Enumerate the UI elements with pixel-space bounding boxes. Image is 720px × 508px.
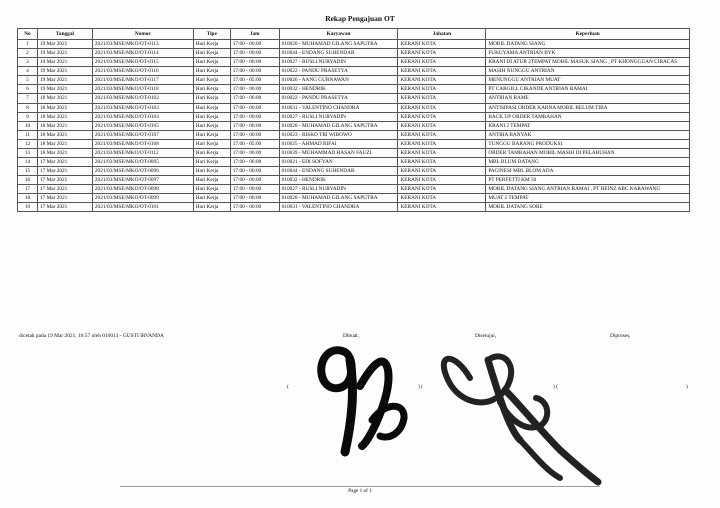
cell-karyawan: 010021 - EDI SOFYAN	[279, 158, 398, 167]
cell-karyawan: 010031 - VALENTINO CHANDRA	[279, 103, 398, 112]
cell-tanggal: 17 Mar 2021	[37, 176, 92, 185]
cell-no: 7	[18, 94, 38, 103]
ot-table	[17, 28, 690, 212]
cell-tanggal: 18 Mar 2021	[37, 94, 92, 103]
cell-no: 4	[18, 67, 38, 76]
cell-karyawan: 010022 - PANDU PRASETYA	[279, 94, 398, 103]
cell-jam: 17:00 - 06:00	[230, 167, 279, 176]
cell-jabatan: KERANI KOTA	[398, 148, 486, 157]
table-row	[18, 158, 690, 167]
cell-keperluan: KRANI DI ATUR 2TEMPAT MOBIL MASUK SIANG , PT KHONGGUAN CIRACAS	[486, 58, 690, 67]
table-row	[18, 94, 690, 103]
table-row	[18, 85, 690, 94]
cell-jabatan: KERANI KOTA	[398, 76, 486, 85]
cell-jam: 17:00 - 06:00	[230, 40, 279, 49]
cell-tipe: Hari Kerja	[193, 194, 230, 203]
cell-no: 13	[18, 148, 38, 157]
cell-nomor: 2021/03/MSE/MKO/OT-0114	[92, 49, 193, 58]
cell-keperluan: PT CARGILL CIKANDE ANTRIAN RAMAI	[486, 85, 690, 94]
cell-jabatan: KERANI KOTA	[398, 112, 486, 121]
cell-tanggal: 19 Mar 2021	[37, 58, 92, 67]
table-row	[18, 40, 690, 49]
cell-keperluan: ANTRIAN RAME	[486, 94, 690, 103]
cell-jabatan: KERANI KOTA	[398, 121, 486, 130]
cell-nomor: 2021/03/MSE/MKO/OT-0098	[92, 185, 193, 194]
signer-label-approved: Disetujui,	[475, 333, 497, 339]
cell-keperluan: FUKUYAMA ANTRIAN BYK	[486, 49, 690, 58]
cell-nomor: 2021/03/MSE/MKO/OT-0115	[92, 58, 193, 67]
cell-karyawan: 010031 - VALENTINO CHANDRA	[279, 203, 398, 212]
column-header: Tanggal	[37, 29, 92, 40]
cell-tanggal: 17 Mar 2021	[37, 158, 92, 167]
cell-no: 10	[18, 121, 38, 130]
cell-tanggal: 19 Mar 2021	[37, 67, 92, 76]
signer-label-made: Dibuat,	[343, 333, 360, 339]
cell-no: 12	[18, 139, 38, 148]
cell-jam: 17:00 - 06:00	[230, 67, 279, 76]
cell-jam: 17:00 - 05:00	[230, 76, 279, 85]
signature-right	[444, 356, 598, 482]
cell-tanggal: 19 Mar 2021	[37, 76, 92, 85]
cell-tipe: Hari Kerja	[193, 203, 230, 212]
cell-keperluan: MENUNGGU ANTRIAN MUAT	[486, 76, 690, 85]
cell-jam: 17:00 - 06:00	[230, 85, 279, 94]
cell-no: 2	[18, 49, 38, 58]
cell-jam: 17:00 - 06:00	[230, 148, 279, 157]
cell-no: 17	[18, 185, 38, 194]
cell-nomor: 2021/03/MSE/MKO/OT-0103	[92, 103, 193, 112]
cell-karyawan: 010027 - RUSLI NURYADIN	[279, 58, 398, 67]
cell-tanggal: 18 Mar 2021	[37, 121, 92, 130]
cell-nomor: 2021/03/MSE/MKO/OT-0101	[92, 203, 193, 212]
cell-tipe: Hari Kerja	[193, 94, 230, 103]
cell-jam: 17:00 - 06:00	[230, 158, 279, 167]
printed-note: dicetak pada 19 Mar 2021, 16:57 oleh 010013 - GUSTI IRVANDA	[19, 333, 164, 339]
cell-karyawan: 010039 - MUHAMMAD HASAN FAUZI	[279, 148, 398, 157]
cell-jam: 17:00 - 06:00	[230, 121, 279, 130]
cell-tanggal: 17 Mar 2021	[37, 167, 92, 176]
cell-keperluan: BACK UP ORDER TAMBAHAN	[486, 112, 690, 121]
cell-nomor: 2021/03/MSE/MKO/OT-0105	[92, 121, 193, 130]
cell-no: 16	[18, 176, 38, 185]
cell-tipe: Hari Kerja	[193, 139, 230, 148]
cell-tipe: Hari Kerja	[193, 158, 230, 167]
cell-tanggal: 19 Mar 2021	[37, 40, 92, 49]
column-header: Keperluan	[486, 29, 690, 40]
cell-jam: 17:00 - 06:00	[230, 49, 279, 58]
cell-tipe: Hari Kerja	[193, 76, 230, 85]
cell-karyawan: 010022 - PANDU PRASETYA	[279, 67, 398, 76]
cell-karyawan: 010020 - MUHAMAD GILANG SAPUTRA	[279, 40, 398, 49]
cell-jam: 17:00 - 06:00	[230, 176, 279, 185]
cell-keperluan: MOBIL DATANG SIANG	[486, 40, 690, 49]
cell-jam: 17:00 - 06:00	[230, 194, 279, 203]
table-row	[18, 49, 690, 58]
column-header: Tipe	[193, 29, 230, 40]
cell-tanggal: 18 Mar 2021	[37, 103, 92, 112]
cell-keperluan: TUNGGU BARANG PRODUKSI	[486, 139, 690, 148]
page-divider	[120, 486, 600, 487]
cell-no: 6	[18, 85, 38, 94]
cell-jam: 17:00 - 06:00	[230, 112, 279, 121]
cell-nomor: 2021/03/MSE/MKO/OT-0116	[92, 67, 193, 76]
cell-keperluan: MASIH NUNGGU ANTRIAN	[486, 67, 690, 76]
cell-keperluan: MOBIL DATANG SORE	[486, 203, 690, 212]
cell-tanggal: 18 Mar 2021	[37, 112, 92, 121]
table-row	[18, 148, 690, 157]
cell-keperluan: PT PERFETTI KM 50	[486, 176, 690, 185]
cell-nomor: 2021/03/MSE/MKO/OT-0108	[92, 139, 193, 148]
table-row	[18, 176, 690, 185]
cell-jam: 17:00 - 06:00	[230, 185, 279, 194]
cell-tipe: Hari Kerja	[193, 112, 230, 121]
cell-jabatan: KERANI KOTA	[398, 176, 486, 185]
cell-tipe: Hari Kerja	[193, 148, 230, 157]
report-title: Rekap Pengajuan OT	[325, 14, 395, 23]
cell-karyawan: 010032 - HENDRIK	[279, 176, 398, 185]
cell-nomor: 2021/03/MSE/MKO/OT-0102	[92, 94, 193, 103]
cell-tipe: Hari Kerja	[193, 130, 230, 139]
cell-no: 3	[18, 58, 38, 67]
table-body	[18, 40, 690, 212]
cell-karyawan: 010023 - RISKO TRI WIBOWO	[279, 130, 398, 139]
table-row	[18, 112, 690, 121]
cell-tipe: Hari Kerja	[193, 176, 230, 185]
cell-jabatan: KERANI KOTA	[398, 94, 486, 103]
cell-tipe: Hari Kerja	[193, 40, 230, 49]
signer-label-processed: Diproses,	[610, 333, 631, 339]
cell-keperluan: MBL BLUM DATANG	[486, 158, 690, 167]
cell-jam: 17:00 - 06:00	[230, 203, 279, 212]
cell-tanggal: 17 Mar 2021	[37, 194, 92, 203]
cell-tanggal: 19 Mar 2021	[37, 49, 92, 58]
cell-jabatan: KERANI KOTA	[398, 40, 486, 49]
signature-bracket: ) (	[418, 384, 423, 390]
cell-jabatan: KERANI KOTA	[398, 130, 486, 139]
cell-tanggal: 19 Mar 2021	[37, 85, 92, 94]
cell-no: 5	[18, 76, 38, 85]
cell-tipe: Hari Kerja	[193, 67, 230, 76]
cell-no: 9	[18, 112, 38, 121]
cell-tipe: Hari Kerja	[193, 58, 230, 67]
cell-jabatan: KERANI KOTA	[398, 194, 486, 203]
cell-keperluan: PACINESI MBL BLOM ADA	[486, 167, 690, 176]
cell-karyawan: 010025 - AHMAD RIFAI	[279, 139, 398, 148]
cell-karyawan: 010020 - MUHAMAD GILANG SAPUTRA	[279, 194, 398, 203]
cell-karyawan: 010027 - RUSLI NURYADIN	[279, 112, 398, 121]
cell-no: 11	[18, 130, 38, 139]
table-row	[18, 194, 690, 203]
cell-karyawan: 010044 - ENDANG SUHENDAR	[279, 167, 398, 176]
cell-karyawan: 010044 - ENDANG SUHENDAR	[279, 49, 398, 58]
cell-jabatan: KERANI KOTA	[398, 185, 486, 194]
cell-no: 15	[18, 167, 38, 176]
column-header: Karyawan	[279, 29, 398, 40]
table-row	[18, 203, 690, 212]
cell-nomor: 2021/03/MSE/MKO/OT-0099	[92, 194, 193, 203]
cell-no: 19	[18, 203, 38, 212]
cell-tanggal: 18 Mar 2021	[37, 148, 92, 157]
cell-tipe: Hari Kerja	[193, 85, 230, 94]
cell-no: 14	[18, 158, 38, 167]
table-row	[18, 121, 690, 130]
signature-left	[321, 350, 404, 452]
cell-jabatan: KERANI KOTA	[398, 167, 486, 176]
cell-tanggal: 17 Mar 2021	[37, 185, 92, 194]
cell-jabatan: KERANI KOTA	[398, 103, 486, 112]
cell-jabatan: KERANI KOTA	[398, 58, 486, 67]
cell-nomor: 2021/03/MSE/MKO/OT-0107	[92, 130, 193, 139]
column-header: Nomor	[92, 29, 193, 40]
cell-nomor: 2021/03/MSE/MKO/OT-0112	[92, 148, 193, 157]
column-header: Jam	[230, 29, 279, 40]
cell-nomor: 2021/03/MSE/MKO/OT-0113	[92, 40, 193, 49]
cell-jabatan: KERANI KOTA	[398, 158, 486, 167]
column-header: No	[18, 29, 38, 40]
cell-nomor: 2021/03/MSE/MKO/OT-0117	[92, 76, 193, 85]
table-row	[18, 103, 690, 112]
cell-jam: 17:00 - 06:00	[230, 94, 279, 103]
cell-no: 8	[18, 103, 38, 112]
column-header: Jabatan	[398, 29, 486, 40]
cell-jam: 17:00 - 06:00	[230, 58, 279, 67]
cell-no: 18	[18, 194, 38, 203]
cell-nomor: 2021/03/MSE/MKO/OT-0104	[92, 112, 193, 121]
cell-keperluan: ANTISIPASI ORDER KARNA MOBIL BELUM TIBA	[486, 103, 690, 112]
table-row	[18, 58, 690, 67]
cell-no: 1	[18, 40, 38, 49]
cell-keperluan: MOBIL DATANG SIANG ANTRIAN RAMAI , PT HEINZ ABC KARAWANG	[486, 185, 690, 194]
table-row	[18, 167, 690, 176]
cell-nomor: 2021/03/MSE/MKO/OT-0095	[92, 158, 193, 167]
cell-nomor: 2021/03/MSE/MKO/OT-0118	[92, 85, 193, 94]
cell-jabatan: KERANI KOTA	[398, 49, 486, 58]
table-row	[18, 76, 690, 85]
table-header-row	[18, 29, 690, 40]
cell-keperluan: ANTRIA BANYAK	[486, 130, 690, 139]
cell-tipe: Hari Kerja	[193, 121, 230, 130]
cell-tanggal: 18 Mar 2021	[37, 139, 92, 148]
table-row	[18, 67, 690, 76]
cell-jabatan: KERANI KOTA	[398, 67, 486, 76]
table-row	[18, 130, 690, 139]
cell-keperluan: KRANI 2 TEMPAT	[486, 121, 690, 130]
cell-jam: 17:00 - 05:00	[230, 139, 279, 148]
cell-jam: 17:00 - 06:00	[230, 103, 279, 112]
signature-bracket: ) (	[553, 384, 558, 390]
cell-tanggal: 17 Mar 2021	[37, 203, 92, 212]
cell-tanggal: 18 Mar 2021	[37, 130, 92, 139]
cell-karyawan: 010026 - AANG GURNAWAN	[279, 76, 398, 85]
cell-keperluan: ORDER TAMBAHAN MOBIL MASIH DI PELABUHAN	[486, 148, 690, 157]
cell-jabatan: KERANI KOTA	[398, 85, 486, 94]
cell-karyawan: 010020 - MUHAMAD GILANG SAPUTRA	[279, 121, 398, 130]
cell-jabatan: KERANI KOTA	[398, 139, 486, 148]
cell-tipe: Hari Kerja	[193, 103, 230, 112]
table-row	[18, 139, 690, 148]
cell-jabatan: KERANI KOTA	[398, 203, 486, 212]
cell-tipe: Hari Kerja	[193, 185, 230, 194]
page-number: Page 1 of 1	[348, 488, 372, 494]
cell-nomor: 2021/03/MSE/MKO/OT-0097	[92, 176, 193, 185]
cell-jam: 17:00 - 06:00	[230, 130, 279, 139]
cell-karyawan: 010027 - RUSLI NURYADIN	[279, 185, 398, 194]
table-row	[18, 185, 690, 194]
cell-keperluan: MUAT 2 TEMPAT	[486, 194, 690, 203]
cell-karyawan: 010032 - HENDRIK	[279, 85, 398, 94]
cell-nomor: 2021/03/MSE/MKO/OT-0096	[92, 167, 193, 176]
signature-bracket: )	[686, 384, 688, 390]
cell-tipe: Hari Kerja	[193, 167, 230, 176]
signature-bracket: (	[287, 384, 289, 390]
cell-tipe: Hari Kerja	[193, 49, 230, 58]
